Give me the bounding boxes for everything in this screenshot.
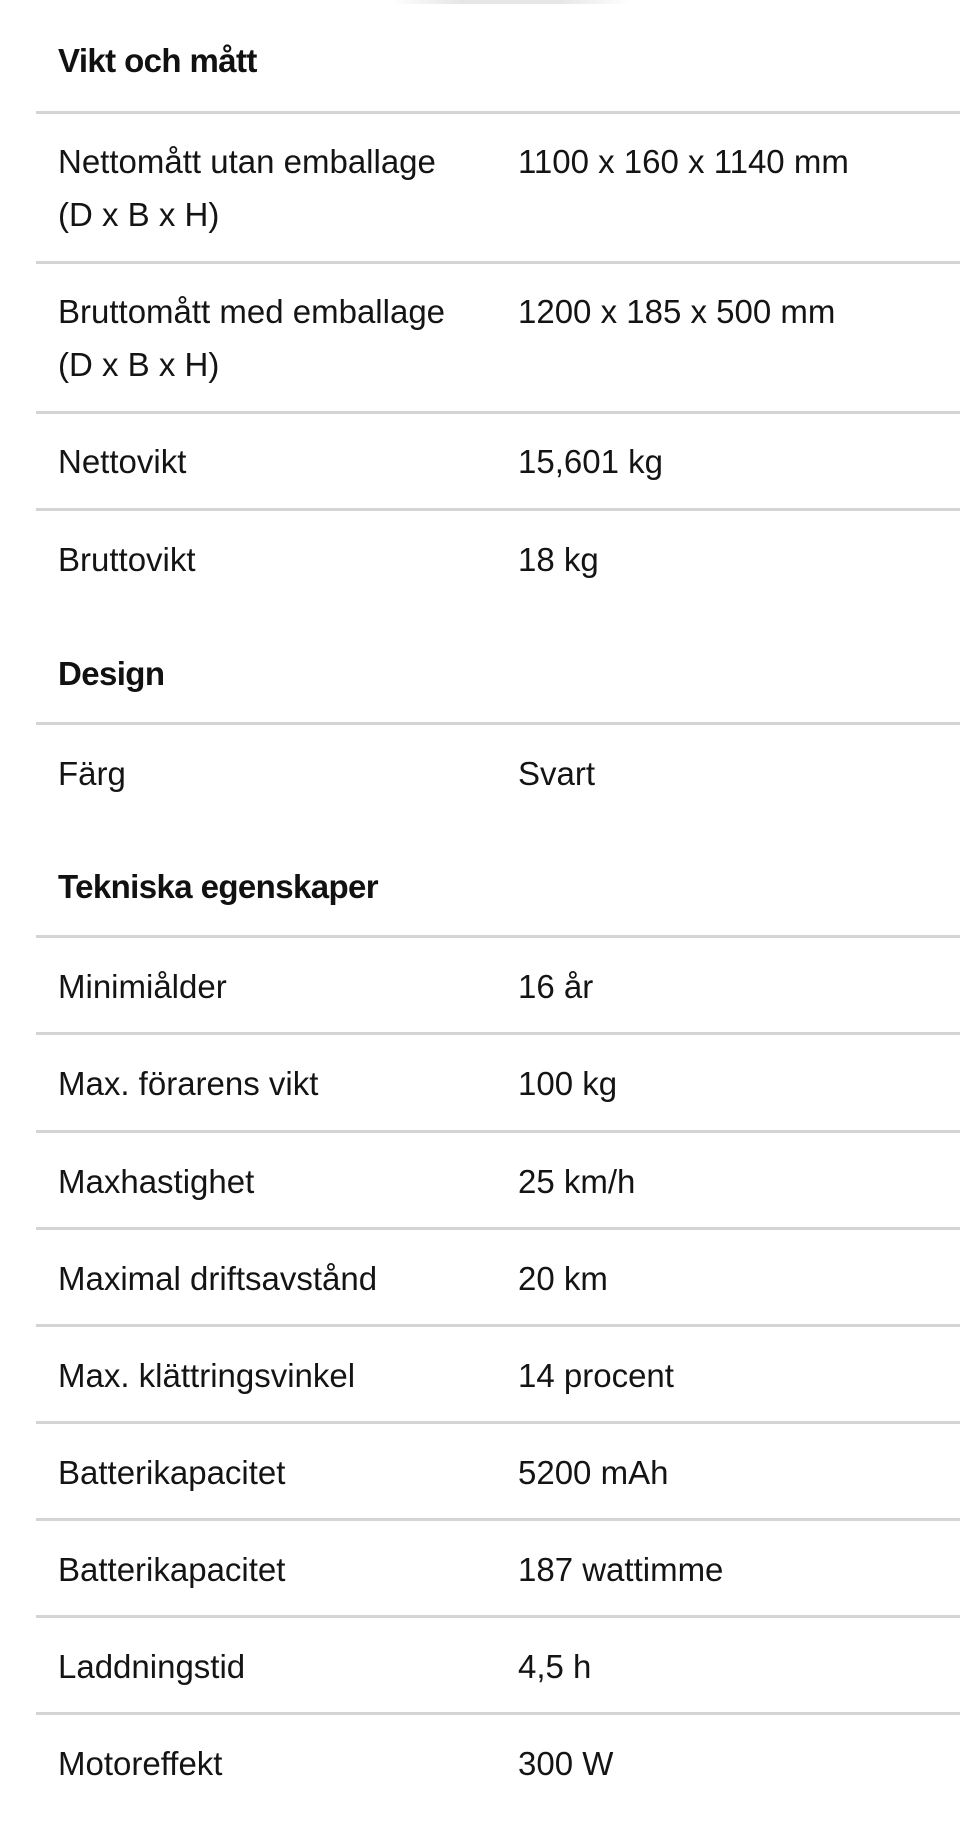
divider bbox=[36, 1324, 960, 1327]
divider bbox=[36, 508, 960, 511]
spec-label: Max. klättringsvinkel bbox=[58, 1357, 356, 1394]
spec-row bbox=[0, 1252, 960, 1305]
section-title: Tekniska egenskaper bbox=[58, 868, 379, 905]
spec-label: Batterikapacitet bbox=[58, 1454, 286, 1491]
sheet-handle bbox=[390, 0, 630, 4]
spec-value: 25 km/h bbox=[518, 1163, 636, 1200]
spec-value: 300 W bbox=[518, 1745, 614, 1782]
spec-label: Motoreffekt bbox=[58, 1745, 223, 1782]
spec-row bbox=[0, 1640, 960, 1693]
divider bbox=[36, 1032, 960, 1035]
spec-value: 16 år bbox=[518, 968, 594, 1005]
divider bbox=[36, 1712, 960, 1715]
spec-label: Nettovikt bbox=[58, 443, 187, 480]
divider bbox=[36, 111, 960, 114]
spec-value: 1100 x 160 x 1140 mm bbox=[518, 143, 849, 180]
spec-value: 187 wattimme bbox=[518, 1551, 724, 1588]
spec-label: Minimiålder bbox=[58, 968, 227, 1005]
spec-row bbox=[0, 1737, 960, 1790]
divider bbox=[36, 722, 960, 725]
divider bbox=[36, 935, 960, 938]
spec-row bbox=[0, 747, 960, 800]
spec-label-line-2: (D x B x H) bbox=[58, 196, 220, 233]
spec-row bbox=[0, 1543, 960, 1596]
spec-label: Batterikapacitet bbox=[58, 1551, 286, 1588]
spec-label: Färg bbox=[58, 755, 126, 792]
spec-row bbox=[0, 1057, 960, 1110]
spec-row bbox=[0, 285, 960, 415]
spec-label: Bruttovikt bbox=[58, 541, 196, 578]
spec-value: Svart bbox=[518, 755, 596, 792]
spec-value: 20 km bbox=[518, 1260, 608, 1297]
spec-label: Laddningstid bbox=[58, 1648, 246, 1685]
divider bbox=[36, 411, 960, 414]
divider bbox=[36, 1227, 960, 1230]
spec-label: Max. förarens vikt bbox=[58, 1065, 319, 1102]
spec-value: 4,5 h bbox=[518, 1648, 592, 1685]
divider bbox=[36, 1130, 960, 1133]
spec-value: 18 kg bbox=[518, 541, 599, 578]
divider bbox=[36, 1615, 960, 1618]
spec-label: Maxhastighet bbox=[58, 1163, 255, 1200]
spec-row bbox=[0, 960, 960, 1013]
spec-label: Bruttomått med emballage bbox=[58, 293, 446, 330]
spec-label: Maximal driftsavstånd bbox=[58, 1260, 378, 1297]
spec-row bbox=[0, 533, 960, 586]
spec-value: 1200 x 185 x 500 mm bbox=[518, 293, 836, 330]
spec-row bbox=[0, 1155, 960, 1208]
spec-row bbox=[0, 1446, 960, 1499]
spec-row bbox=[0, 435, 960, 488]
divider bbox=[36, 1518, 960, 1521]
spec-row bbox=[0, 135, 960, 265]
spec-label: Nettomått utan emballage bbox=[58, 143, 436, 180]
spec-value: 100 kg bbox=[518, 1065, 618, 1102]
divider bbox=[36, 261, 960, 264]
spec-value: 15,601 kg bbox=[518, 443, 663, 480]
section-title: Design bbox=[58, 655, 165, 692]
spec-row bbox=[0, 1349, 960, 1402]
divider bbox=[36, 1421, 960, 1424]
spec-label-line-2: (D x B x H) bbox=[58, 346, 220, 383]
section-title: Vikt och mått bbox=[58, 42, 257, 79]
spec-value: 5200 mAh bbox=[518, 1454, 669, 1491]
spec-value: 14 procent bbox=[518, 1357, 674, 1394]
